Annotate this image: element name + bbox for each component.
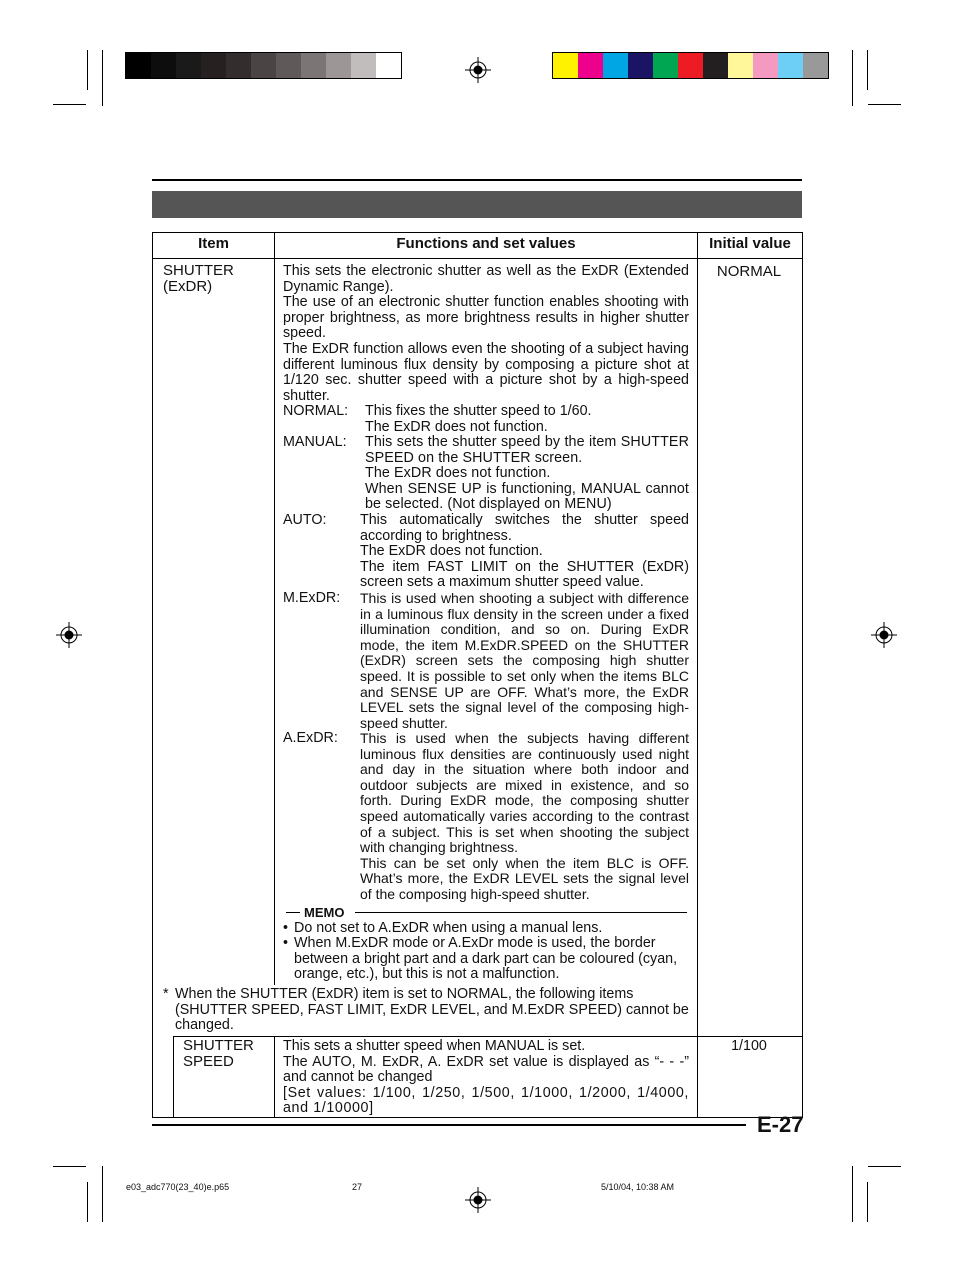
color-swatch [276,53,301,78]
color-swatch [728,53,753,78]
option-a-exdr [283,731,689,903]
option-manual [283,435,689,513]
color-swatch [553,53,578,78]
column-header-initial: Initial value [709,235,791,252]
grayscale-bar [125,52,402,79]
memo-item: • Do not set to A.ExDR when using a manual lens. [283,921,693,937]
footer-rule [152,1124,746,1126]
footer-page: 27 [352,1182,363,1192]
initial-value: NORMAL [716,263,782,280]
registration-mark-icon [56,622,82,648]
memo-text: Do not set to A.ExDR when using a manual lens. [294,920,603,936]
color-swatch [251,53,276,78]
header-rule [152,179,802,181]
crop-mark [53,104,86,105]
description [283,264,689,404]
note: When the SHUTTER (ExDR) item is set to NORMAL, the following items (SHUTTER SPEED, FAST LIMIT, ExDR LEVEL, and M.ExDR SPEED) cannot be changed. [175,986,689,1034]
option-text: This automatically switches the shutter speed according to brightness. [360,512,689,544]
crop-mark [87,50,88,90]
registration-mark-icon [465,57,491,83]
item-name-line: SHUTTER [183,1037,254,1054]
crop-mark [53,1166,86,1167]
color-swatch [201,53,226,78]
crop-mark [868,1166,901,1167]
option-key: M.ExDR: [283,590,341,606]
memo-rule [286,912,300,913]
option-text: This fixes the shutter speed to 1/60. [365,403,592,419]
option-text: This can be set only when the item BLC is OFF. What’s more, the ExDR LEVEL sets the signal level of the composing high-speed shutter. [360,854,689,902]
color-swatch [351,53,376,78]
color-swatch [803,53,828,78]
table-rule [153,258,802,259]
color-swatch [151,53,176,78]
column-header-item: Item [198,235,229,252]
color-swatch [753,53,778,78]
crop-mark [87,1182,88,1222]
color-swatch [376,53,401,78]
option-text: The ExDR does not function. [360,543,543,560]
color-swatch [703,53,728,78]
item-name-line: SPEED [183,1052,234,1070]
footer-date: 5/10/04, 10:38 AM [601,1182,675,1192]
memo-title: MEMO [304,905,345,920]
crop-mark [867,1182,868,1222]
color-bar [552,52,829,79]
option-text: The ExDR does not function. [365,465,551,482]
footer-filename: e03_adc770(23_40)e.p65 [126,1182,230,1192]
color-swatch [678,53,703,78]
crop-mark [852,1166,853,1222]
table-rule [173,1036,174,1117]
color-swatch [126,53,151,78]
crop-mark [867,50,868,90]
color-swatch [628,53,653,78]
color-swatch [176,53,201,78]
option-key: AUTO: [283,512,327,528]
table-rule [274,233,275,985]
color-swatch [301,53,326,78]
page-number: E-27 [757,1112,804,1137]
crop-mark [868,104,901,105]
color-swatch [326,53,351,78]
option-text: The item FAST LIMIT on the SHUTTER (ExDR) screen sets a maximum shutter speed value. [360,558,689,591]
initial-value: 1/100 [731,1038,767,1054]
memo-text: When M.ExDR mode or A.ExDr mode is used, the border between a bright part and a dark part can be coloured (cyan, orange, etc.), but this is not a malfunction. [294,935,678,983]
option-key: NORMAL: [283,403,349,419]
paragraph: The ExDR function allows even the shooting of a subject having different luminous flux density by composing a picture shot at 1/120 sec. shutter speed with a picture shot by a high-speed shutter. [283,340,689,404]
option-text: When SENSE UP is functioning, MANUAL cannot be selected. (Not displayed on MENU) [365,480,689,513]
item-name [183,1038,254,1069]
option-text: This is used when the subjects having different luminous flux densities are continuously used night and day in the situation where both indoor and outdoor subjects are mixed in existence, and so forth. During ExDR mode, the composing shutter speed automatically varies according to the contrast of a subject. This is set when shooting the subject with changing brightness. [360,730,689,856]
section-header-band [152,191,802,218]
color-swatch [603,53,628,78]
item-name-line: SHUTTER [163,262,234,279]
crop-mark [102,50,103,106]
option-auto [283,513,689,591]
registration-mark-icon [465,1187,491,1213]
color-swatch [578,53,603,78]
option-key: A.ExDR: [283,730,338,746]
note-mark: * [163,986,169,1002]
memo-rule [355,912,687,913]
registration-mark-icon [871,622,897,648]
option-m-exdr [283,591,689,731]
color-swatch [226,53,251,78]
paragraph: [Set values: 1/100, 1/250, 1/500, 1/1000, 1/2000, 1/4000, and 1/10000] [283,1084,689,1117]
color-swatch [778,53,803,78]
paragraph: This sets the electronic shutter as well as the ExDR (Extended Dynamic Range). [283,263,689,295]
crop-mark [852,50,853,106]
option-text: This sets the shutter speed by the item SHUTTER SPEED on the SHUTTER screen. [365,434,689,466]
column-header-functions: Functions and set values [396,235,576,252]
description [283,1039,689,1117]
table-rule [274,1036,275,1117]
table-rule [697,233,698,1117]
color-swatch [653,53,678,78]
paragraph: The AUTO, M. ExDR, A. ExDR set value is displayed as “- - -” and cannot be changed [283,1053,689,1086]
option-text: The ExDR does not function. [365,418,548,435]
table-rule [697,1036,802,1037]
option-text: This is used when shooting a subject with difference in a luminous flux density in the screen under a fixed illumination condition, and so on. During ExDR mode, the item M.ExDR.SPEED on the SHUTTER (ExDR) screen sets the composing high shutter speed. It is possible to set only when the items BLC and SENSE UP are OFF. What’s more, the ExDR LEVEL sets the signal level of the composing high-speed shutter. [360,590,689,731]
option-key: MANUAL: [283,434,347,450]
item-name-line: (ExDR) [163,277,213,295]
option-normal [283,404,689,435]
paragraph: This sets a shutter speed when MANUAL is set. [283,1038,586,1054]
item-name [163,263,234,294]
paragraph: The use of an electronic shutter function enables shooting with proper brightness, as more brightness results in higher shutter speed. [283,294,689,342]
memo-item: • When M.ExDR mode or A.ExDr mode is used, the border between a bright part and a dark part can be coloured (cyan, orange, etc.), but this is not a malfunction. [283,936,693,983]
crop-mark [102,1166,103,1222]
